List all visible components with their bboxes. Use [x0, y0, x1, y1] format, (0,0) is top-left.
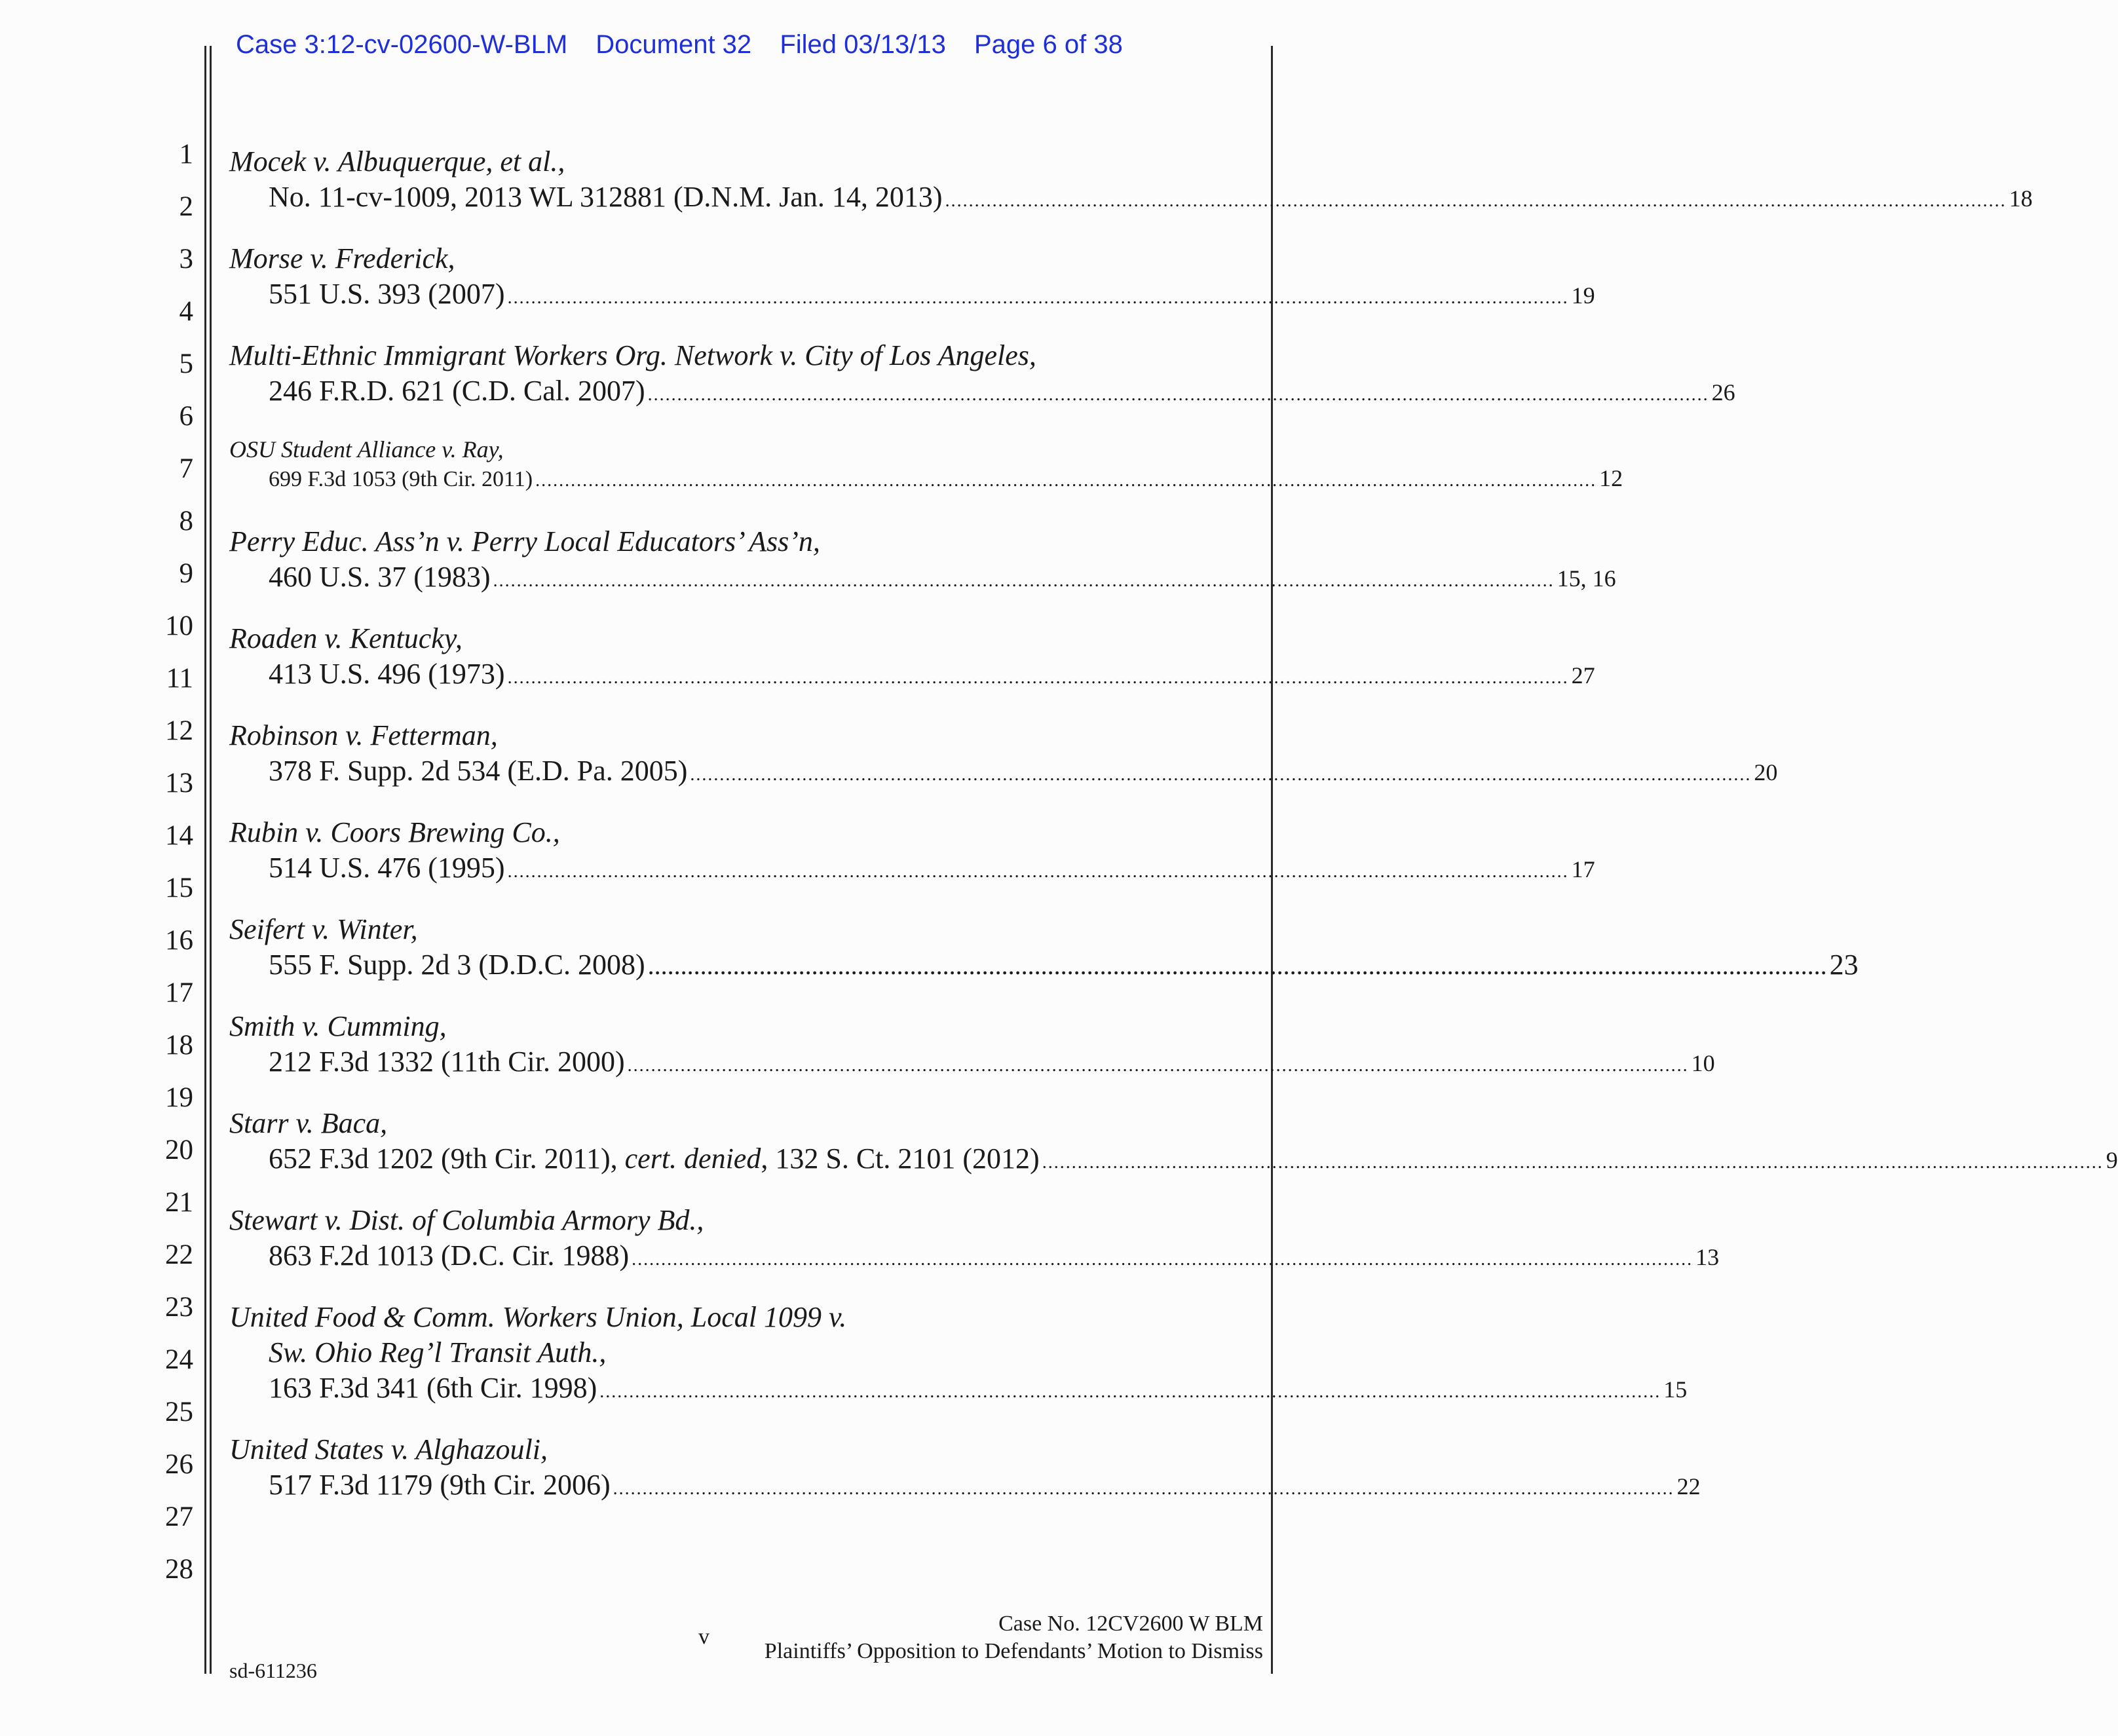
authority-entry [229, 621, 1595, 696]
line-number: 23 [165, 1292, 193, 1323]
case-name: Stewart v. Dist. of Columbia Armory Bd., [229, 1204, 704, 1236]
citation-row [229, 373, 1735, 413]
page-ref: 13 [1695, 1244, 1720, 1270]
citation-row [229, 850, 1595, 890]
citation-row [229, 656, 1595, 696]
dot-leader: .................................................................................................................................................................................... [632, 1249, 1693, 1270]
citation-row [229, 947, 1859, 983]
case-name: Roaden v. Kentucky, [229, 622, 463, 654]
footer-document-title: Plaintiffs’ Opposition to Defendants’ Motion to Dismiss [764, 1639, 1263, 1663]
case-name: United States v. Alghazouli, [229, 1433, 548, 1465]
citation: 378 F. Supp. 2d 534 (E.D. Pa. 2005) [269, 755, 688, 787]
dot-leader: .................................................................................................................................................................................... [647, 385, 1709, 405]
line-number: 11 [166, 663, 193, 694]
dot-leader: .................................................................................................................................................................................... [535, 470, 1597, 491]
citation: 246 F.R.D. 621 (C.D. Cal. 2007) [269, 375, 645, 407]
page-ref: 15, 16 [1557, 565, 1616, 592]
footer-doc-id: sd-611236 [229, 1659, 317, 1682]
citation-row [229, 1044, 1715, 1084]
citation-part: , 132 S. Ct. 2101 (2012) [761, 1142, 1040, 1175]
dot-leader: .................................................................................................................................................................................... [507, 861, 1569, 882]
line-number: 8 [179, 506, 193, 537]
citation-signal: cert. denied [624, 1142, 761, 1175]
line-number: 20 [165, 1135, 193, 1165]
authority-entry [229, 1009, 1715, 1084]
citation-row [229, 276, 1595, 316]
case-name: United Food & Comm. Workers Union, Local 1099 v. [229, 1301, 847, 1333]
ecf-header [236, 30, 1144, 60]
citation: 555 F. Supp. 2d 3 (D.D.C. 2008) [269, 949, 645, 981]
authority-entry [229, 1300, 1688, 1410]
line-number: 1 [179, 139, 193, 170]
line-number: 16 [165, 925, 193, 956]
authority-entry [229, 1106, 2118, 1180]
citation: 699 F.3d 1053 (9th Cir. 2011) [269, 467, 533, 491]
line-number: 15 [165, 873, 193, 903]
header-document: Document 32 [596, 30, 752, 59]
case-name: Seifert v. Winter, [229, 913, 418, 945]
page-ref: 23 [1829, 949, 1859, 981]
authority-entry [229, 1432, 1701, 1507]
header-page: Page 6 of 38 [974, 30, 1123, 59]
page-ref: 17 [1571, 856, 1595, 882]
case-name: OSU Student Alliance v. Ray, [229, 436, 504, 462]
dot-leader: .................................................................................................................................................................................... [690, 764, 1752, 785]
line-number: 9 [179, 558, 193, 589]
citation-row [229, 1238, 1720, 1277]
footer-case-number: Case No. 12CV2600 W BLM [998, 1612, 1263, 1636]
citation: 863 F.2d 1013 (D.C. Cir. 1988) [269, 1239, 630, 1272]
dot-leader: .................................................................................................................................................................................... [507, 668, 1569, 688]
citation-row [229, 559, 1616, 599]
page-ref: 12 [1599, 465, 1623, 491]
line-number: 2 [179, 191, 193, 222]
line-number: 10 [165, 611, 193, 641]
authority-entry [229, 912, 1859, 983]
page-ref: 19 [1571, 282, 1595, 309]
citation-row [229, 1467, 1701, 1507]
authority-entry [229, 144, 2033, 219]
line-number: 21 [165, 1187, 193, 1218]
line-number: 5 [179, 349, 193, 379]
case-name: Multi-Ethnic Immigrant Workers Org. Network v. City of Los Angeles, [229, 339, 1036, 371]
page-ref: 20 [1754, 759, 1778, 785]
line-number: 18 [165, 1030, 193, 1061]
citation-row [229, 464, 1623, 495]
citation: 551 U.S. 393 (2007) [269, 278, 505, 310]
citation: 413 U.S. 496 (1973) [269, 658, 505, 690]
citation [269, 1141, 1040, 1177]
dot-leader: .................................................................................................................................................................................... [647, 951, 1827, 980]
page-ref: 27 [1571, 662, 1595, 689]
line-number: 19 [165, 1082, 193, 1113]
citation: 212 F.3d 1332 (11th Cir. 2000) [269, 1046, 625, 1078]
case-name: Rubin v. Coors Brewing Co., [229, 816, 560, 848]
dot-leader: .................................................................................................................................................................................... [613, 1479, 1674, 1499]
left-margin-rule-2 [210, 46, 212, 1674]
citation: No. 11-cv-1009, 2013 WL 312881 (D.N.M. Jan. 14, 2013) [269, 181, 943, 213]
authority-entry [229, 338, 1735, 413]
footer-caption [765, 1610, 1263, 1665]
header-case: Case 3:12-cv-02600-W-BLM [236, 30, 568, 59]
dot-leader: .................................................................................................................................................................................... [599, 1382, 1661, 1402]
authority-entry [229, 241, 1595, 316]
dot-leader: .................................................................................................................................................................................... [945, 191, 2007, 211]
line-number: 25 [165, 1397, 193, 1427]
header-filed: Filed 03/13/13 [780, 30, 946, 59]
case-name: Mocek v. Albuquerque, et al., [229, 145, 565, 178]
authority-entry [229, 1203, 1720, 1277]
page-ref: 9 [2106, 1147, 2118, 1173]
case-name: Smith v. Cumming, [229, 1010, 447, 1042]
line-number: 22 [165, 1239, 193, 1270]
citation-part: 652 F.3d 1202 (9th Cir. 2011), [269, 1142, 625, 1175]
line-number: 12 [165, 715, 193, 746]
page-ref: 22 [1676, 1473, 1701, 1500]
line-number: 24 [165, 1344, 193, 1375]
line-number: 4 [179, 296, 193, 327]
line-number: 3 [179, 244, 193, 274]
citation-row [229, 1141, 2118, 1180]
citation-row [229, 753, 1778, 793]
line-number: 6 [179, 401, 193, 432]
line-number: 7 [179, 453, 193, 484]
citation: 163 F.3d 341 (6th Cir. 1998) [269, 1372, 597, 1404]
line-number: 13 [165, 768, 193, 799]
case-name: Morse v. Frederick, [229, 242, 455, 274]
authority-entry [229, 435, 1623, 495]
dot-leader: .................................................................................................................................................................................... [627, 1055, 1689, 1076]
case-name: Robinson v. Fetterman, [229, 719, 498, 751]
citation-row [229, 1370, 1688, 1410]
dot-leader: .................................................................................................................................................................................... [493, 571, 1555, 591]
footer-page-numeral: v [698, 1625, 709, 1649]
dot-leader: .................................................................................................................................................................................... [507, 288, 1569, 308]
citation-row [229, 179, 2033, 219]
authority-entry [229, 718, 1778, 793]
citation: 514 U.S. 476 (1995) [269, 852, 505, 884]
page-ref: 18 [2009, 185, 2033, 212]
citation: 460 U.S. 37 (1983) [269, 561, 491, 593]
page-ref: 10 [1691, 1050, 1715, 1076]
dot-leader: .................................................................................................................................................................................... [1042, 1152, 2104, 1173]
line-number: 14 [165, 820, 193, 851]
case-name: Perry Educ. Ass’n v. Perry Local Educators’ Ass’n, [229, 525, 820, 557]
citation: 517 F.3d 1179 (9th Cir. 2006) [269, 1469, 611, 1501]
line-number: 27 [165, 1501, 193, 1532]
left-margin-rule-1 [204, 46, 206, 1674]
line-number: 26 [165, 1449, 193, 1480]
line-number: 28 [165, 1554, 193, 1585]
case-name: Starr v. Baca, [229, 1107, 388, 1139]
case-name-continued: Sw. Ohio Reg’l Transit Auth., [269, 1336, 607, 1368]
authority-entry [229, 524, 1616, 599]
page-ref: 15 [1663, 1376, 1688, 1403]
page-ref: 26 [1711, 379, 1735, 406]
authority-entry [229, 815, 1595, 890]
line-number: 17 [165, 977, 193, 1008]
